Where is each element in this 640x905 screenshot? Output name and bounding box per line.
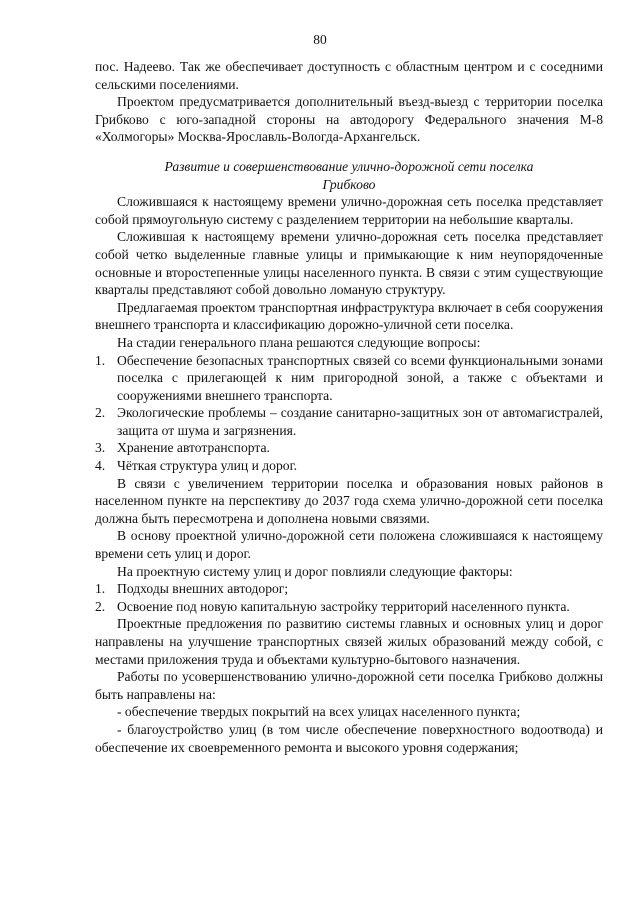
list-item-number: 1. [95, 352, 106, 368]
list-item [95, 352, 603, 405]
paragraph-7: На проектную систему улиц и дорог повлияли следующие факторы: [117, 563, 513, 579]
paragraph-2: Сложившая к настоящему времени улично-дорожная сеть поселка представляет собой четко выделенные главные улицы и примыкающие к ним неупорядоченные основные и второстепенные улицы населенного пункта. В связи с этим существующие кварталы представляют собой довольно ломаную структуру. [95, 229, 603, 298]
list-item-text: Обеспечение безопасных транспортных связей со всеми функциональными зонами поселка с прилегающей к ним пригородной зоной, а также с объектами и сооружениями внешнего транспорта. [117, 352, 603, 403]
list-item [95, 439, 603, 457]
section-heading-line-1: Развитие и совершенствование улично-дорожной сети поселка [164, 158, 534, 174]
paragraph-9: Работы по усовершенствованию улично-дорожной сети поселка Грибково должны быть направлены на: [95, 669, 603, 702]
list-item [95, 457, 603, 475]
list-item-text: Хранение автотранспорта. [117, 440, 270, 456]
list-item-number: 3. [95, 440, 106, 456]
section-heading [95, 158, 603, 193]
document-body [95, 58, 603, 756]
list-item [95, 598, 603, 616]
page-number: 80 [313, 32, 327, 47]
list-item-text: Подходы внешних автодорог; [117, 581, 289, 597]
list-item-text: Экологические проблемы – создание санитарно-защитных зон от автомагистралей, защита от шума и загрязнения. [117, 405, 603, 438]
issues-list [95, 352, 603, 475]
list-item-number: 1. [95, 581, 106, 597]
bullet-item-2: - благоустройство улиц (в том числе обеспечение поверхностного водоотвода) и обеспечение их своевременного ремонта и высокого уровня содержания; [95, 721, 603, 755]
list-item-text: Чёткая структура улиц и дорог. [117, 458, 298, 474]
list-item-text: Освоение под новую капитальную застройку территорий населенного пункта. [117, 598, 570, 614]
bullet-item-1: - обеспечение твердых покрытий на всех улицах населенного пункта; [117, 704, 521, 720]
paragraph-3: Предлагаемая проектом транспортная инфраструктура включает в себя сооружения внешнего транспорта и классификацию дорожно-уличной сети поселка. [95, 299, 603, 333]
paragraph-intro: пос. Надеево. Так же обеспечивает доступность с областным центром и с соседними сельскими поселениями. [95, 59, 603, 92]
list-item-number: 2. [95, 405, 106, 421]
list-item [95, 580, 603, 598]
section-heading-line-2: Грибково [322, 176, 376, 192]
list-item [95, 404, 603, 439]
paragraph-6: В основу проектной улично-дорожной сети положена сложившаяся к настоящему времени сеть улиц и дорог. [95, 528, 603, 562]
list-item-number: 4. [95, 458, 106, 474]
paragraph-5: В связи с увеличением территории поселка и образования новых районов в населенном пункте на перспективу до 2037 года схема улично-дорожной сети поселка должна быть пересмотрена и дополнена новыми связями. [95, 475, 603, 526]
paragraph-4: На стадии генерального плана решаются следующие вопросы: [117, 334, 481, 350]
paragraph-1: Сложившаяся к настоящему времени улично-дорожная сеть поселка представляет собой прямоугольную систему с разделением территории на небольшие кварталы. [95, 194, 603, 227]
paragraph-8: Проектные предложения по развитию системы главных и основных улиц и дорог направлены на улучшение транспортных связей жилых образований между собой, с местами приложения труда и объектами культурно-бытового назначения. [95, 616, 603, 667]
factors-list [95, 580, 603, 615]
list-item-number: 2. [95, 598, 106, 614]
paragraph-project: Проектом предусматривается дополнительный въезд-выезд с территории поселка Грибково с юго-западной стороны на автодорогу Федерального значения М-8 «Холмогоры» Москва-Ярославль-Вологда-Архангельск. [95, 94, 603, 145]
